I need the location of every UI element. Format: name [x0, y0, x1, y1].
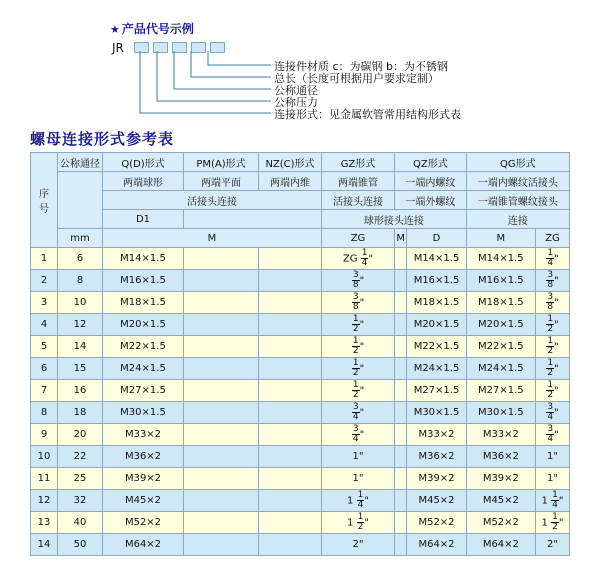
- header-q: Q(D)形式: [103, 153, 184, 172]
- cell-pm: [184, 380, 259, 402]
- cell-qz-m: [395, 292, 407, 314]
- cell-gz: $\frac{1}{2}$ ": [322, 380, 395, 402]
- cell-index: 7: [31, 380, 58, 402]
- cell-nz: [259, 270, 322, 292]
- cell-qg-zg: 1": [535, 446, 569, 468]
- legend-item-bore: 公称通径: [274, 84, 318, 97]
- header-qg-thread: 一端锥管螺纹接头: [466, 191, 569, 210]
- header-connect: 连接: [466, 210, 569, 229]
- cell-qz-m: [395, 490, 407, 512]
- cell-gz: $\frac{3}{4}$ ": [322, 424, 395, 446]
- cell-q: M27×1.5: [103, 380, 184, 402]
- cell-qz-d: M18×1.5: [407, 292, 466, 314]
- cell-qg-m: M24×1.5: [466, 358, 535, 380]
- header-qg-desc: 一端内螺纹活接头: [466, 172, 569, 191]
- cell-pm: [184, 534, 259, 556]
- header-q-desc: 两端球形: [103, 172, 184, 191]
- cell-dn: 8: [58, 270, 103, 292]
- cell-index: 14: [31, 534, 58, 556]
- header-qz-thread: 一端外螺纹: [395, 191, 467, 210]
- cell-qz-m: [395, 446, 407, 468]
- cell-qz-m: [395, 314, 407, 336]
- cell-qz-d: M24×1.5: [407, 358, 466, 380]
- header-blank-1: [184, 210, 322, 229]
- table-row: [31, 512, 570, 534]
- cell-nz: [259, 446, 322, 468]
- table-row: [31, 446, 570, 468]
- cell-q: M52×2: [103, 512, 184, 534]
- page-title: 螺母连接形式参考表: [30, 130, 175, 148]
- product-code-legend: [0, 0, 600, 122]
- cell-nz: [259, 424, 322, 446]
- cell-dn: 50: [58, 534, 103, 556]
- header-nz: NZ(C)形式: [259, 153, 322, 172]
- cell-gz: ZG $\frac{1}{4}$ ": [322, 248, 395, 270]
- cell-index: 11: [31, 468, 58, 490]
- cell-qz-d: M16×1.5: [407, 270, 466, 292]
- cell-nz: [259, 380, 322, 402]
- table-header: [31, 153, 570, 248]
- cell-qg-m: M30×1.5: [466, 402, 535, 424]
- cell-pm: [184, 336, 259, 358]
- header-unit-qz-m: M: [395, 229, 407, 248]
- cell-q: M20×1.5: [103, 314, 184, 336]
- table-row: [31, 358, 570, 380]
- cell-qg-zg: $\frac{3}{8}$ ": [535, 292, 569, 314]
- cell-pm: [184, 468, 259, 490]
- cell-qz-m: [395, 358, 407, 380]
- cell-qz-m: [395, 248, 407, 270]
- header-unit-m: M: [103, 229, 322, 248]
- cell-index: 10: [31, 446, 58, 468]
- cell-gz: 1": [322, 468, 395, 490]
- cell-q: M36×2: [103, 446, 184, 468]
- cell-qz-d: M45×2: [407, 490, 466, 512]
- cell-nz: [259, 468, 322, 490]
- table-row: [31, 468, 570, 490]
- header-pm: PM(A)形式: [184, 153, 259, 172]
- legend-item-pressure: 公称压力: [274, 96, 318, 109]
- table-header-row-1: [31, 153, 570, 172]
- cell-pm: [184, 512, 259, 534]
- cell-nz: [259, 292, 322, 314]
- cell-dn: 22: [58, 446, 103, 468]
- cell-dn: 6: [58, 248, 103, 270]
- header-qz: QZ形式: [395, 153, 467, 172]
- cell-qz-m: [395, 270, 407, 292]
- cell-index: 6: [31, 358, 58, 380]
- cell-gz: 1": [322, 446, 395, 468]
- cell-qg-zg: $\frac{1}{2}$ ": [535, 336, 569, 358]
- cell-nz: [259, 314, 322, 336]
- cell-qg-zg: 2": [535, 534, 569, 556]
- cell-qz-m: [395, 534, 407, 556]
- cell-pm: [184, 490, 259, 512]
- cell-qg-zg: 1": [535, 468, 569, 490]
- table-row: [31, 490, 570, 512]
- table-header-row-3: [31, 191, 570, 210]
- cell-index: 5: [31, 336, 58, 358]
- legend-item-connection: 连接形式：见金属软管常用结构形式表: [274, 108, 461, 121]
- cell-qg-zg: 1 $\frac{1}{2}$ ": [535, 512, 569, 534]
- cell-qg-zg: 1 $\frac{1}{4}$ ": [535, 490, 569, 512]
- header-gz-desc: 两端锥管: [322, 172, 395, 191]
- cell-pm: [184, 270, 259, 292]
- cell-gz: $\frac{1}{2}$ ": [322, 336, 395, 358]
- legend-item-length: 总长（长度可根据用户要求定制）: [274, 72, 439, 85]
- cell-gz: $\frac{3}{4}$ ": [322, 402, 395, 424]
- cell-index: 8: [31, 402, 58, 424]
- cell-index: 3: [31, 292, 58, 314]
- cell-nz: [259, 248, 322, 270]
- cell-gz: 1 $\frac{1}{2}$ ": [322, 512, 395, 534]
- cell-qz-d: M52×2: [407, 512, 466, 534]
- cell-qz-m: [395, 512, 407, 534]
- cell-pm: [184, 424, 259, 446]
- table-row: [31, 424, 570, 446]
- cell-qz-d: M22×1.5: [407, 336, 466, 358]
- table-header-row-2: [31, 172, 570, 191]
- cell-qz-d: M20×1.5: [407, 314, 466, 336]
- cell-qg-zg: $\frac{3}{8}$ ": [535, 270, 569, 292]
- table-row: [31, 292, 570, 314]
- cell-q: M22×1.5: [103, 336, 184, 358]
- cell-dn: 10: [58, 292, 103, 314]
- table-header-row-5: [31, 229, 570, 248]
- cell-pm: [184, 402, 259, 424]
- cell-dn: 32: [58, 490, 103, 512]
- cell-gz: $\frac{3}{8}$ ": [322, 292, 395, 314]
- cell-qg-m: M64×2: [466, 534, 535, 556]
- cell-qz-m: [395, 468, 407, 490]
- cell-qg-m: M45×2: [466, 490, 535, 512]
- cell-qg-zg: $\frac{1}{4}$ ": [535, 248, 569, 270]
- header-gz-joint: 活接头连接: [322, 191, 395, 210]
- cell-q: M30×1.5: [103, 402, 184, 424]
- header-unit-qz-d: D: [407, 229, 466, 248]
- cell-gz: 1 $\frac{1}{4}$ ": [322, 490, 395, 512]
- cell-dn: 20: [58, 424, 103, 446]
- header-d1: D1: [103, 210, 184, 229]
- nut-connection-table: [30, 152, 570, 556]
- cell-index: 9: [31, 424, 58, 446]
- cell-index: 4: [31, 314, 58, 336]
- header-unit-qg-zg: ZG: [535, 229, 569, 248]
- cell-index: 1: [31, 248, 58, 270]
- cell-qg-m: M18×1.5: [466, 292, 535, 314]
- cell-nz: [259, 490, 322, 512]
- star-icon: ★: [110, 23, 120, 36]
- cell-gz: $\frac{1}{2}$ ": [322, 358, 395, 380]
- header-ball-joint: 球形接头连接: [322, 210, 467, 229]
- cell-gz: $\frac{1}{2}$ ": [322, 314, 395, 336]
- legend-item-material: 连接件材质 c：为碳钢 b：为不锈钢: [274, 60, 449, 73]
- cell-gz: 2": [322, 534, 395, 556]
- cell-qz-d: M36×2: [407, 446, 466, 468]
- cell-qg-m: M52×2: [466, 512, 535, 534]
- cell-qz-m: [395, 402, 407, 424]
- cell-dn: 40: [58, 512, 103, 534]
- header-pm-desc: 两端平面: [184, 172, 259, 191]
- table-row: [31, 534, 570, 556]
- header-nz-desc: 两端内维: [259, 172, 322, 191]
- cell-q: M39×2: [103, 468, 184, 490]
- cell-qg-m: M27×1.5: [466, 380, 535, 402]
- cell-q: M33×2: [103, 424, 184, 446]
- table-body: [31, 248, 570, 556]
- cell-qz-d: M30×1.5: [407, 402, 466, 424]
- cell-pm: [184, 292, 259, 314]
- header-unit-zg: ZG: [322, 229, 395, 248]
- cell-dn: 15: [58, 358, 103, 380]
- table-row: [31, 248, 570, 270]
- cell-gz: $\frac{3}{8}$ ": [322, 270, 395, 292]
- cell-qz-d: M33×2: [407, 424, 466, 446]
- cell-nz: [259, 336, 322, 358]
- cell-qg-zg: $\frac{3}{4}$ ": [535, 424, 569, 446]
- cell-qz-d: M39×2: [407, 468, 466, 490]
- cell-nz: [259, 402, 322, 424]
- cell-qz-d: M64×2: [407, 534, 466, 556]
- cell-qg-m: M39×2: [466, 468, 535, 490]
- cell-dn: 14: [58, 336, 103, 358]
- cell-qz-m: [395, 424, 407, 446]
- cell-index: 12: [31, 490, 58, 512]
- cell-qg-zg: $\frac{1}{2}$ ": [535, 314, 569, 336]
- cell-qg-zg: $\frac{3}{4}$ ": [535, 402, 569, 424]
- header-index: 序 号: [31, 153, 58, 248]
- cell-pm: [184, 358, 259, 380]
- table-header-row-4: [31, 210, 570, 229]
- table-row: [31, 336, 570, 358]
- cell-nz: [259, 358, 322, 380]
- cell-qg-m: M36×2: [466, 446, 535, 468]
- cell-q: M18×1.5: [103, 292, 184, 314]
- cell-qg-m: M14×1.5: [466, 248, 535, 270]
- cell-q: M64×2: [103, 534, 184, 556]
- table-row: [31, 402, 570, 424]
- header-qg: QG形式: [466, 153, 569, 172]
- header-qpn-joint: 活接头连接: [103, 191, 322, 210]
- cell-nz: [259, 534, 322, 556]
- header-dn: 公称通径: [58, 153, 103, 172]
- table-row: [31, 380, 570, 402]
- cell-qg-zg: $\frac{1}{2}$ ": [535, 358, 569, 380]
- cell-q: M16×1.5: [103, 270, 184, 292]
- header-dn-unit-cell: [58, 172, 103, 229]
- cell-pm: [184, 446, 259, 468]
- header-gz: GZ形式: [322, 153, 395, 172]
- table-row: [31, 270, 570, 292]
- cell-qz-m: [395, 380, 407, 402]
- cell-qg-m: M22×1.5: [466, 336, 535, 358]
- table-row: [31, 314, 570, 336]
- header-unit-qg-m: M: [466, 229, 535, 248]
- header-qz-desc: 一端内螺纹: [395, 172, 467, 191]
- cell-nz: [259, 512, 322, 534]
- cell-dn: 12: [58, 314, 103, 336]
- cell-q: M14×1.5: [103, 248, 184, 270]
- cell-qz-d: M27×1.5: [407, 380, 466, 402]
- cell-qg-m: M16×1.5: [466, 270, 535, 292]
- cell-index: 13: [31, 512, 58, 534]
- cell-dn: 18: [58, 402, 103, 424]
- cell-pm: [184, 314, 259, 336]
- cell-qz-m: [395, 336, 407, 358]
- cell-pm: [184, 248, 259, 270]
- cell-index: 2: [31, 270, 58, 292]
- cell-qg-m: M20×1.5: [466, 314, 535, 336]
- code-prefix: JR: [112, 41, 124, 55]
- cell-q: M45×2: [103, 490, 184, 512]
- cell-qg-m: M33×2: [466, 424, 535, 446]
- legend-title: ★ 产品代号示例: [110, 22, 194, 36]
- header-unit-mm: mm: [58, 229, 103, 248]
- cell-dn: 16: [58, 380, 103, 402]
- cell-qg-zg: $\frac{1}{2}$ ": [535, 380, 569, 402]
- cell-q: M24×1.5: [103, 358, 184, 380]
- cell-qz-d: M14×1.5: [407, 248, 466, 270]
- cell-dn: 25: [58, 468, 103, 490]
